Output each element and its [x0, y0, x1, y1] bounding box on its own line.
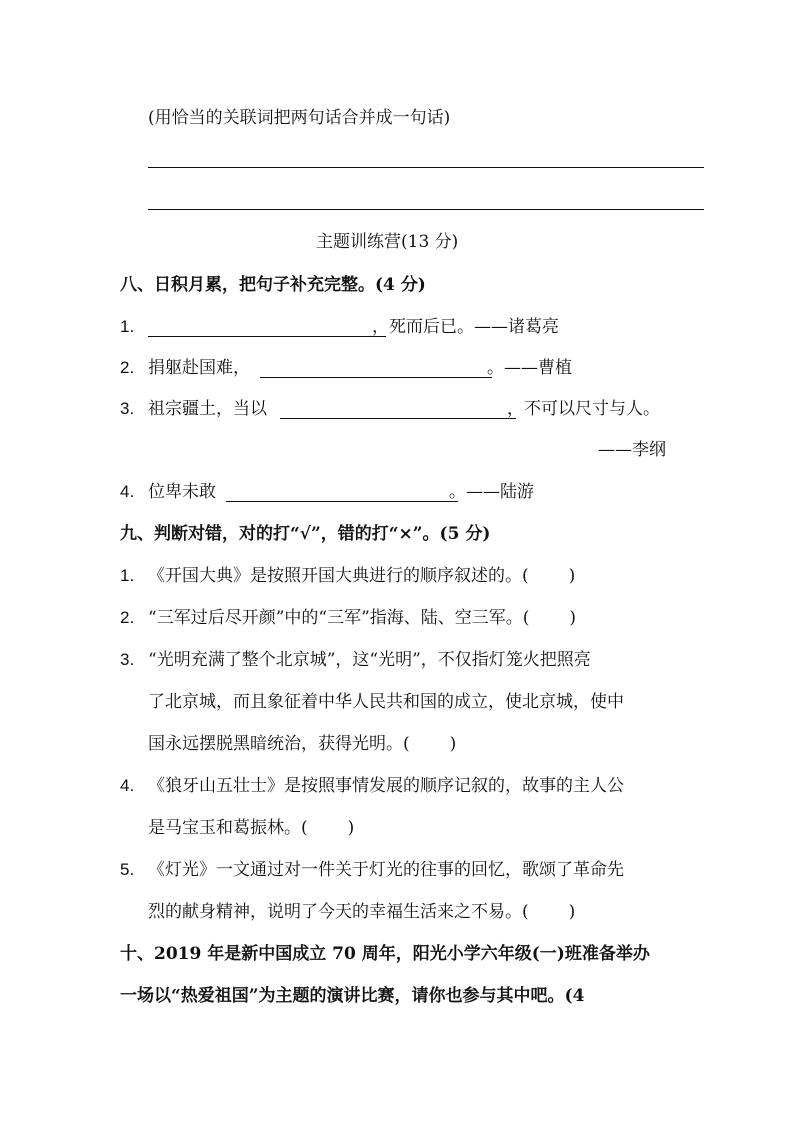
- s9-item-5-number: 5.: [120, 860, 135, 879]
- s9-item-3-text: 国永远摆脱黑暗统治，获得光明。(: [148, 734, 410, 754]
- answer-line-2[interactable]: [148, 209, 704, 210]
- s9-item-1-line-1: [148, 565, 575, 587]
- s9-item-3-line-2: 了北京城，而且象征着中华人民共和国的成立，使北京城，使中: [148, 692, 624, 712]
- s9-item-5-line-1: 《灯光》一文通过对一件关于灯光的往事的回忆，歌颂了革命先: [148, 860, 624, 880]
- s8-item-1-blank[interactable]: [148, 336, 386, 337]
- s9-item-4-line-2: [148, 817, 354, 839]
- s9-item-2-close: ): [569, 608, 577, 628]
- section-8-heading: 八、日积月累，把句子补充完整。(4 分): [120, 275, 426, 295]
- s9-item-5-close: ): [568, 902, 576, 922]
- s9-item-4-close: ): [347, 818, 355, 838]
- s9-item-3-number: 3.: [120, 650, 135, 669]
- instruction-text: (用恰当的关联词把两句话合并成一句话): [148, 108, 451, 128]
- s8-item-4-number: 4.: [120, 482, 135, 501]
- s8-item-3-author: ——李纲: [598, 440, 666, 460]
- s9-item-2-line-1: [148, 607, 576, 629]
- section-title: 主题训练营(13 分): [316, 232, 459, 252]
- s9-item-3-line-3: [148, 733, 456, 755]
- s9-item-1-text: 《开国大典》是按照开国大典进行的顺序叙述的。(: [148, 566, 529, 586]
- s9-item-1-number: 1.: [120, 566, 135, 585]
- s9-item-5-text: 烈的献身精神，说明了今天的幸福生活来之不易。(: [148, 902, 529, 922]
- s8-item-3-number: 3.: [120, 399, 135, 418]
- s8-item-2-post: 。——曹植: [487, 358, 572, 378]
- s8-item-4-post: 。——陆游: [449, 482, 534, 502]
- s8-item-1-number: 1.: [120, 317, 135, 336]
- s8-item-3-pre: 祖宗疆土，当以: [148, 399, 267, 419]
- s8-item-4-pre: 位卑未敢: [148, 482, 216, 502]
- s9-item-2-text: “三军过后尽开颜”中的“三军”指海、陆、空三军。(: [148, 608, 530, 628]
- section-10-line-1: 十、2019 年是新中国成立 70 周年，阳光小学六年级(一)班准备举办: [120, 944, 650, 964]
- section-10-line-2: 一场以“热爱祖国”为主题的演讲比赛，请你也参与其中吧。(4: [120, 986, 585, 1006]
- s8-item-3-blank[interactable]: [280, 418, 516, 419]
- s9-item-2-number: 2.: [120, 608, 135, 627]
- s9-item-4-line-1: 《狼牙山五壮士》是按照事情发展的顺序记叙的，故事的主人公: [148, 776, 624, 796]
- s9-item-3-line-1: “光明充满了整个北京城”，这“光明”，不仅指灯笼火把照亮: [148, 650, 591, 670]
- s9-item-5-line-2: [148, 901, 575, 923]
- section-9-heading: 九、判断对错，对的打“√”，错的打“×”。(5 分): [120, 524, 491, 544]
- s8-item-3-post: ，不可以尺寸与人。: [507, 399, 660, 419]
- s9-item-3-close: ): [449, 734, 457, 754]
- s8-item-2-blank[interactable]: [260, 377, 492, 378]
- s9-item-1-close: ): [568, 566, 576, 586]
- answer-line-1[interactable]: [148, 167, 704, 168]
- s9-item-4-text: 是马宝玉和葛振林。(: [148, 818, 308, 838]
- s9-item-4-number: 4.: [120, 776, 135, 795]
- s8-item-4-blank[interactable]: [226, 501, 458, 502]
- s8-item-2-pre: 捐躯赴国难，: [148, 358, 250, 378]
- s8-item-1-text: ，死而后已。——诸葛亮: [372, 317, 559, 337]
- s8-item-2-number: 2.: [120, 358, 135, 377]
